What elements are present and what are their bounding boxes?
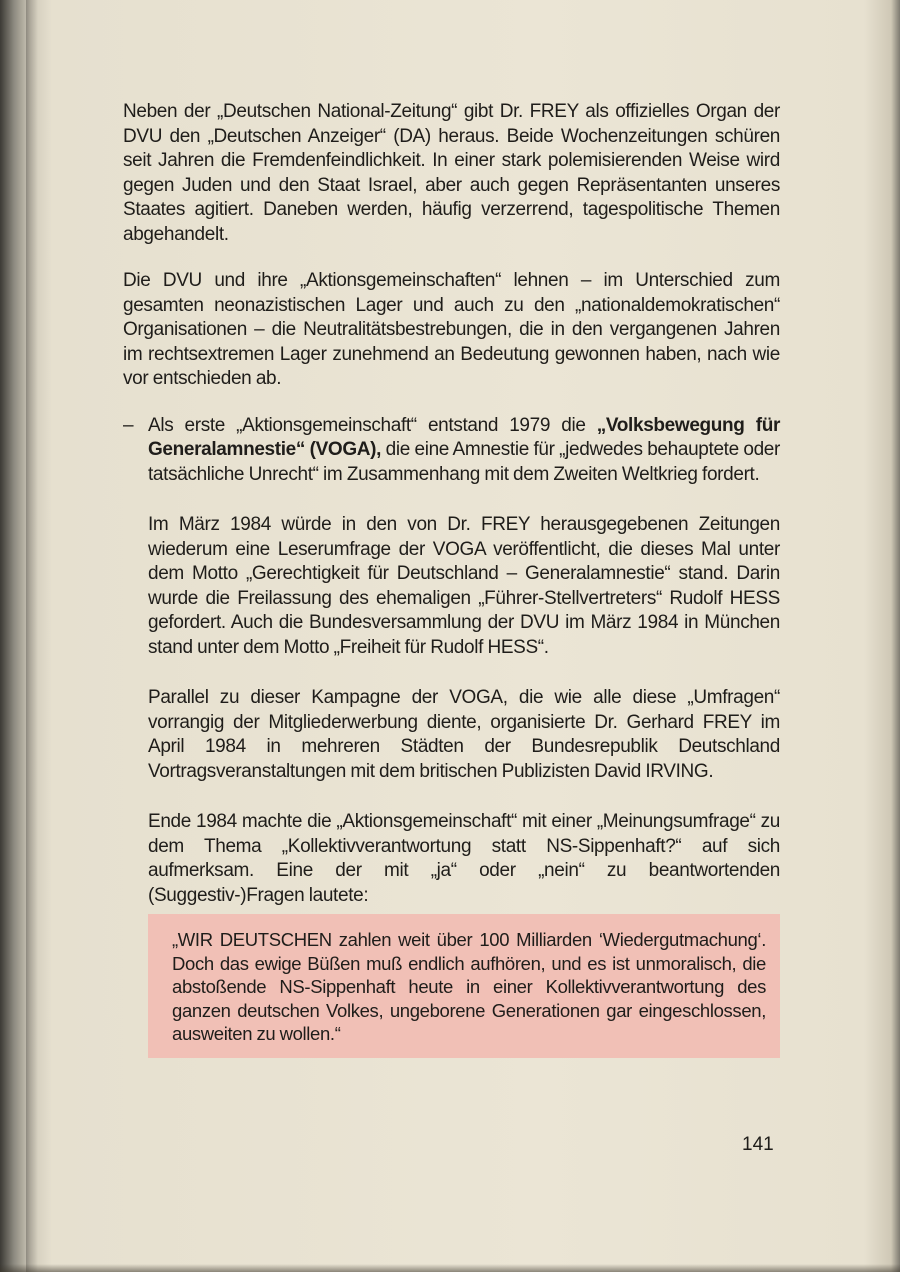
paragraph-leserumfrage-1984: Im März 1984 würde in den von Dr. FREY herausgegebenen Zeitungen wiederum eine Leserumfrage der VOGA veröffentlicht, die dieses Mal unter dem Motto „Gerechtigkeit für Deutschland – Generalamnestie“ stand. Darin wurde die Freilassung des ehemaligen „Führer-Stellvertreters“ Rudolf HESS gefordert. Auch die Bundesversammlung der DVU im März 1984 in München stand unter dem Motto „Freiheit für Rudolf HESS“. [148, 514, 780, 658]
page-bottom-edge [0, 1264, 900, 1272]
dash-item-text-before: Als erste „Aktionsgemeinschaft“ entstand 1979 die [148, 414, 597, 436]
paragraph-irving-vortraege: Parallel zu dieser Kampagne der VOGA, die wie alle diese „Umfragen“ vorrangig der Mitgliederwerbung diente, organisierte Dr. Gerhard FREY im April 1984 in mehreren Städten der Bundesrepublik Deutschland Vortragsveranstaltungen mit dem britischen Publizisten David IRVING. [148, 687, 780, 782]
paragraph-meinungsumfrage: Ende 1984 machte die „Aktionsgemeinschaft“ mit einer „Meinungsumfrage“ zu dem Thema „Kollektivverantwortung statt NS-Sippenhaft?“ auf sich aufmerksam. Eine der mit „ja“ oder „nein“ zu beantwortenden (Suggestiv-)Fragen lautete: [148, 811, 780, 906]
dash-item-bold-voga: „Volksbewegung für Generalamnestie“ (VOGA), [148, 414, 781, 460]
dash-list-item-voga [123, 414, 780, 488]
dash-marker: – [123, 414, 134, 436]
spine-shadow [26, 0, 38, 1272]
page-number: 141 [742, 1134, 774, 1155]
page-content [123, 100, 780, 1058]
highlighted-quote: „WIR DEUTSCHEN zahlen weit über 100 Milliarden ‘Wiedergutmachung‘. Doch das ewige Büßen muß endlich aufhören, und es ist unmoralisch, die abstoßende NS-Sippenhaft heute in einer Kollektivverantwortung des ganzen deutschen Volkes, ungeborene Generationen gar eingeschlossen, ausweiten zu wollen.“ [148, 914, 780, 1058]
dash-item-text-after: die eine Amnestie für „jedwedes behauptete oder tatsächliche Unrecht“ im Zusammenhang mit dem Zweiten Weltkrieg fordert. [148, 439, 780, 485]
paragraph-dvu-newspapers: Neben der „Deutschen National-Zeitung“ gibt Dr. FREY als offizielles Organ der DVU den „Deutschen Anzeiger“ (DA) heraus. Beide Wochenzeitungen schüren seit Jahren die Fremdenfeindlichkeit. In einer stark polemisierenden Weise wird gegen Juden und den Staat Israel, aber auch gegen Repräsentanten unseres Staates agitiert. Daneben werden, häufig verzerrend, tagespolitische Themen abgehandelt. [123, 101, 780, 245]
paragraph-dvu-neutrality: Die DVU und ihre „Aktionsgemeinschaften“ lehnen – im Unterschied zum gesamten neonazistischen Lager und auch zu den „nationaldemokratischen“ Organisationen – die Neutralitätsbestrebungen, die in den vergangenen Jahren im rechtsextremen Lager zunehmend an Bedeutung gewonnen haben, nach wie vor entschieden ab. [123, 270, 780, 389]
